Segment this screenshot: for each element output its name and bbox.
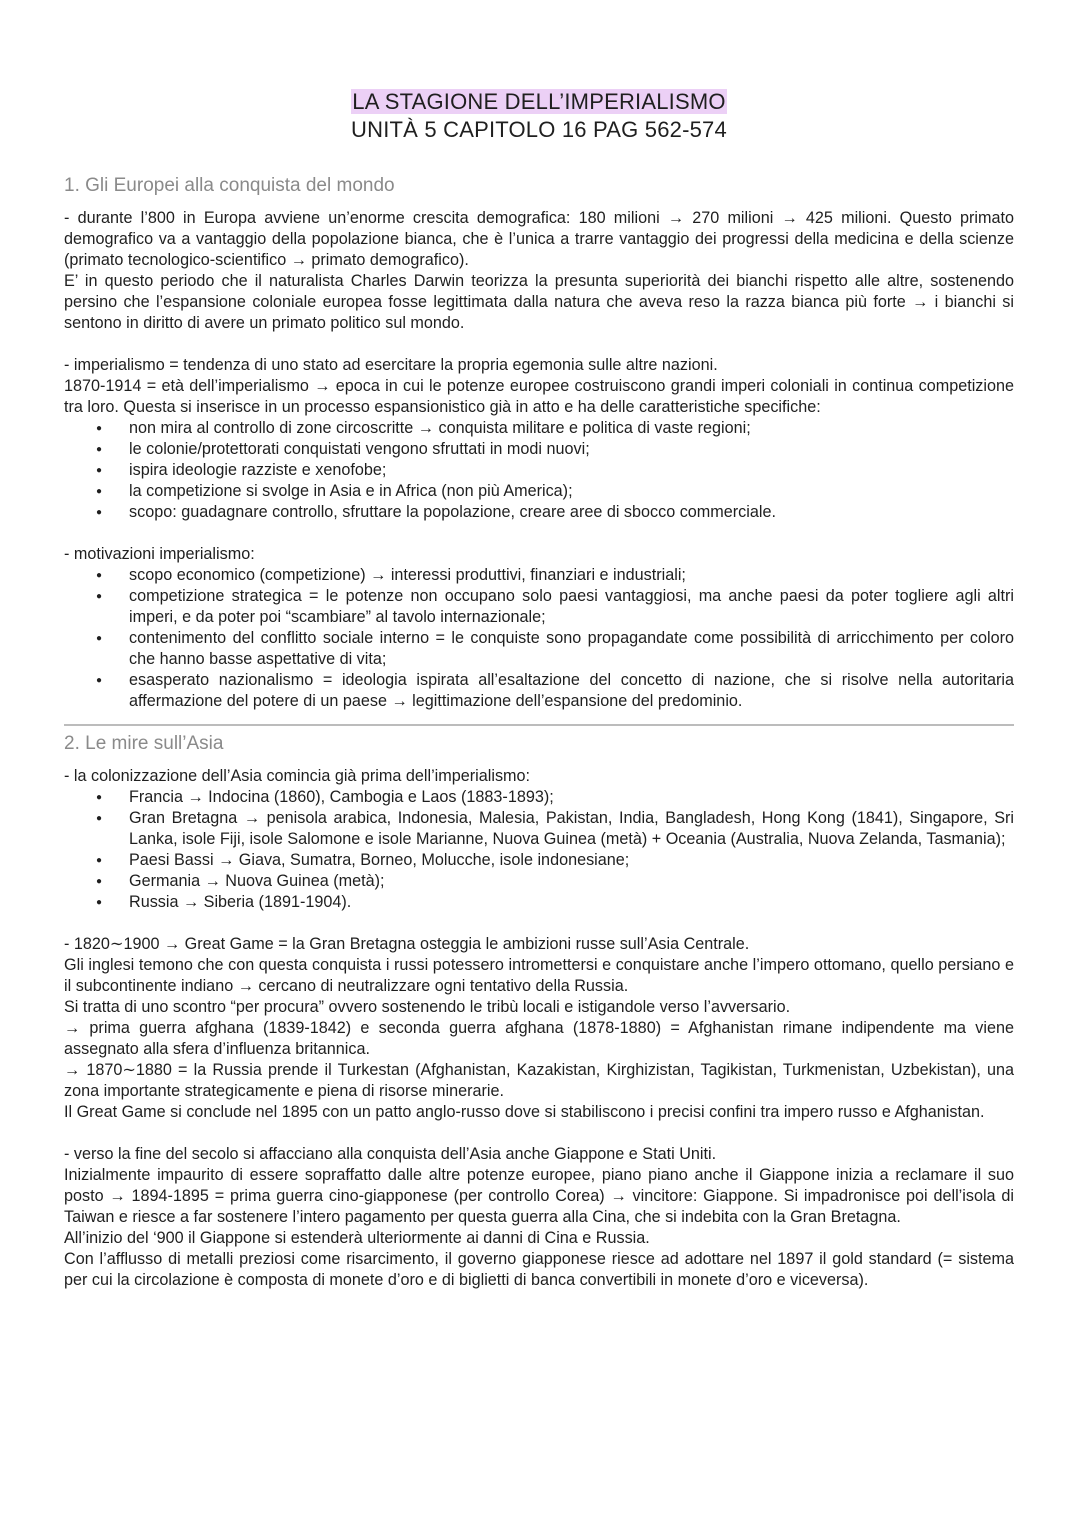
section-2-paragraph: Con l’afflusso di metalli preziosi come risarcimento, il governo giapponese riesce ad adottare nel 1897 il gold standard (= sistema per cui la circolazione è composta di monete d’oro e di biglietti di banca convertibili in monete d’oro e viceversa). [64, 1250, 1014, 1289]
page-title: LA STAGIONE DELL’IMPERIALISMO [352, 89, 726, 114]
section-2-paragraph: - 1820∼1900 → Great Game = la Gran Bretagna osteggia le ambizioni russe sull’Asia Centrale. [64, 935, 750, 953]
list-item: ● ispira ideologie razziste e xenofobe; [64, 460, 1014, 481]
section-1-paragraph: - motivazioni imperialismo: [64, 545, 255, 563]
title-block [64, 88, 1014, 144]
section-1-paragraph: 1870-1914 = età dell’imperialismo → epoca in cui le potenze europee costruiscono grandi imperi coloniali in continua competizione tra loro. Questa si inserisce in un processo espansionistico già in atto e ha delle caratteristiche specifiche: [64, 377, 1014, 416]
section-1-paragraph: E’ in questo periodo che il naturalista Charles Darwin teorizza la presunta superiorità dei bianchi rispetto alle altre, sostenendo persino che l’espansione coloniale europea fosse legittimata dalla natura che aveva reso la razza bianca più forte → i bianchi si sentono in diritto di avere un primato politico sul mondo. [64, 272, 1014, 332]
section-2-paragraph: - la colonizzazione dell’Asia comincia già prima dell’imperialismo: [64, 767, 531, 785]
section-2-paragraph: Il Great Game si conclude nel 1895 con un patto anglo-russo dove si stabiliscono i precisi confini tra impero russo e Afghanistan. [64, 1103, 985, 1121]
document-page [64, 88, 1014, 1291]
section-2-title: 2. Le mire sull’Asia [64, 733, 224, 754]
list-item: ● contenimento del conflitto sociale interno = le conquiste sono propagandate come possibilità di arricchimento per coloro che hanno basse aspettative di vita; [64, 628, 1014, 670]
section-1-paragraph: - durante l’800 in Europa avviene un’enorme crescita demografica: 180 milioni → 270 milioni → 425 milioni. Questo primato demografico va a vantaggio della popolazione bianca, che è l’unica a trarre vantaggio dei progressi della medicina e della scienze (primato tecnologico-scientifico → primato demografico). [64, 209, 1014, 269]
list-item: ● le colonie/protettorati conquistati vengono sfruttati in modi nuovi; [64, 439, 1014, 460]
section-2-paragraph: Inizialmente impaurito di essere sopraffatto dalle altre potenze europee, piano piano anche il Giappone inizia a reclamare il suo posto → 1894-1895 = prima guerra cino-giapponese (per controllo Corea) → vincitore: Giappone. Si impadronisce poi dell’isola di Taiwan e riesce a far sostenere l’intero pagamento per questa guerra alla Cina, che si indebita con la Gran Bretagna. [64, 1166, 1014, 1226]
section-2-paragraph: Gli inglesi temono che con questa conquista i russi potessero intromettersi e conquistare anche l’impero ottomano, quello persiano e il subcontinente indiano → cercano di neutralizzare ogni tentativo della Russia. [64, 956, 1014, 995]
list-item: ● competizione strategica = le potenze non occupano solo paesi vantaggiosi, ma anche paesi da poter togliere agli altri imperi, e da poter poi “scambiare” al tavolo internazionale; [64, 586, 1014, 628]
list-item: ● esasperato nazionalismo = ideologia ispirata all’esaltazione del concetto di nazione, che si risolve nella autoritaria affermazione del potere di un paese → legittimazione dell’espansione del predominio. [64, 670, 1014, 712]
list-item: ● Russia → Siberia (1891-1904). [64, 892, 1014, 913]
list-item: ● Francia → Indocina (1860), Cambogia e Laos (1883-1893); [64, 787, 1014, 808]
section-2-paragraph: → 1870∼1880 = la Russia prende il Turkestan (Afghanistan, Kazakistan, Kirghizistan, Tagikistan, Turkmenistan, Uzbekistan), una zona importante strategicamente e piena di risorse minerarie. [64, 1061, 1014, 1100]
section-2-paragraph: All’inizio del ‘900 il Giappone si estenderà ulteriormente ai danni di Cina e Russia. [64, 1229, 650, 1247]
list-item: ● Paesi Bassi → Giava, Sumatra, Borneo, Molucche, isole indonesiane; [64, 850, 1014, 871]
imperialism-motivations-list [64, 565, 1014, 712]
list-item: ● scopo economico (competizione) → interessi produttivi, finanziari e industriali; [64, 565, 1014, 586]
imperialism-features-list [64, 418, 1014, 523]
section-2-paragraph: - verso la fine del secolo si affacciano alla conquista dell’Asia anche Giappone e Stati Uniti. [64, 1145, 717, 1163]
list-item: ● non mira al controllo di zone circoscritte → conquista militare e politica di vaste regioni; [64, 418, 1014, 439]
section-2-paragraph: → prima guerra afghana (1839-1842) e seconda guerra afghana (1878-1880) = Afghanistan rimane indipendente ma viene assegnato alla sfera d’influenza britannica. [64, 1019, 1014, 1058]
list-item: ● la competizione si svolge in Asia e in Africa (non più America); [64, 481, 1014, 502]
list-item: ● Gran Bretagna → penisola arabica, Indonesia, Malesia, Pakistan, India, Bangladesh, Hong Kong (1841), Singapore, Sri Lanka, isole Fiji, isole Salomone e isole Marianne, Nuova Guinea (metà) + Oceania (Australia, Nuova Zelanda, Tasmania); [64, 808, 1014, 850]
list-item: ● scopo: guadagnare controllo, sfruttare la popolazione, creare aree di sbocco commerciale. [64, 502, 1014, 523]
section-1-title: 1. Gli Europei alla conquista del mondo [64, 175, 395, 196]
page-subtitle: UNITÀ 5 CAPITOLO 16 PAG 562-574 [351, 117, 727, 142]
asia-colonies-list [64, 787, 1014, 913]
section-1-paragraph: - imperialismo = tendenza di uno stato ad esercitare la propria egemonia sulle altre nazioni. [64, 356, 718, 374]
list-item: ● Germania → Nuova Guinea (metà); [64, 871, 1014, 892]
section-2-paragraph: Si tratta di uno scontro “per procura” ovvero sostenendo le tribù locali e istigandole verso l’avversario. [64, 998, 791, 1016]
